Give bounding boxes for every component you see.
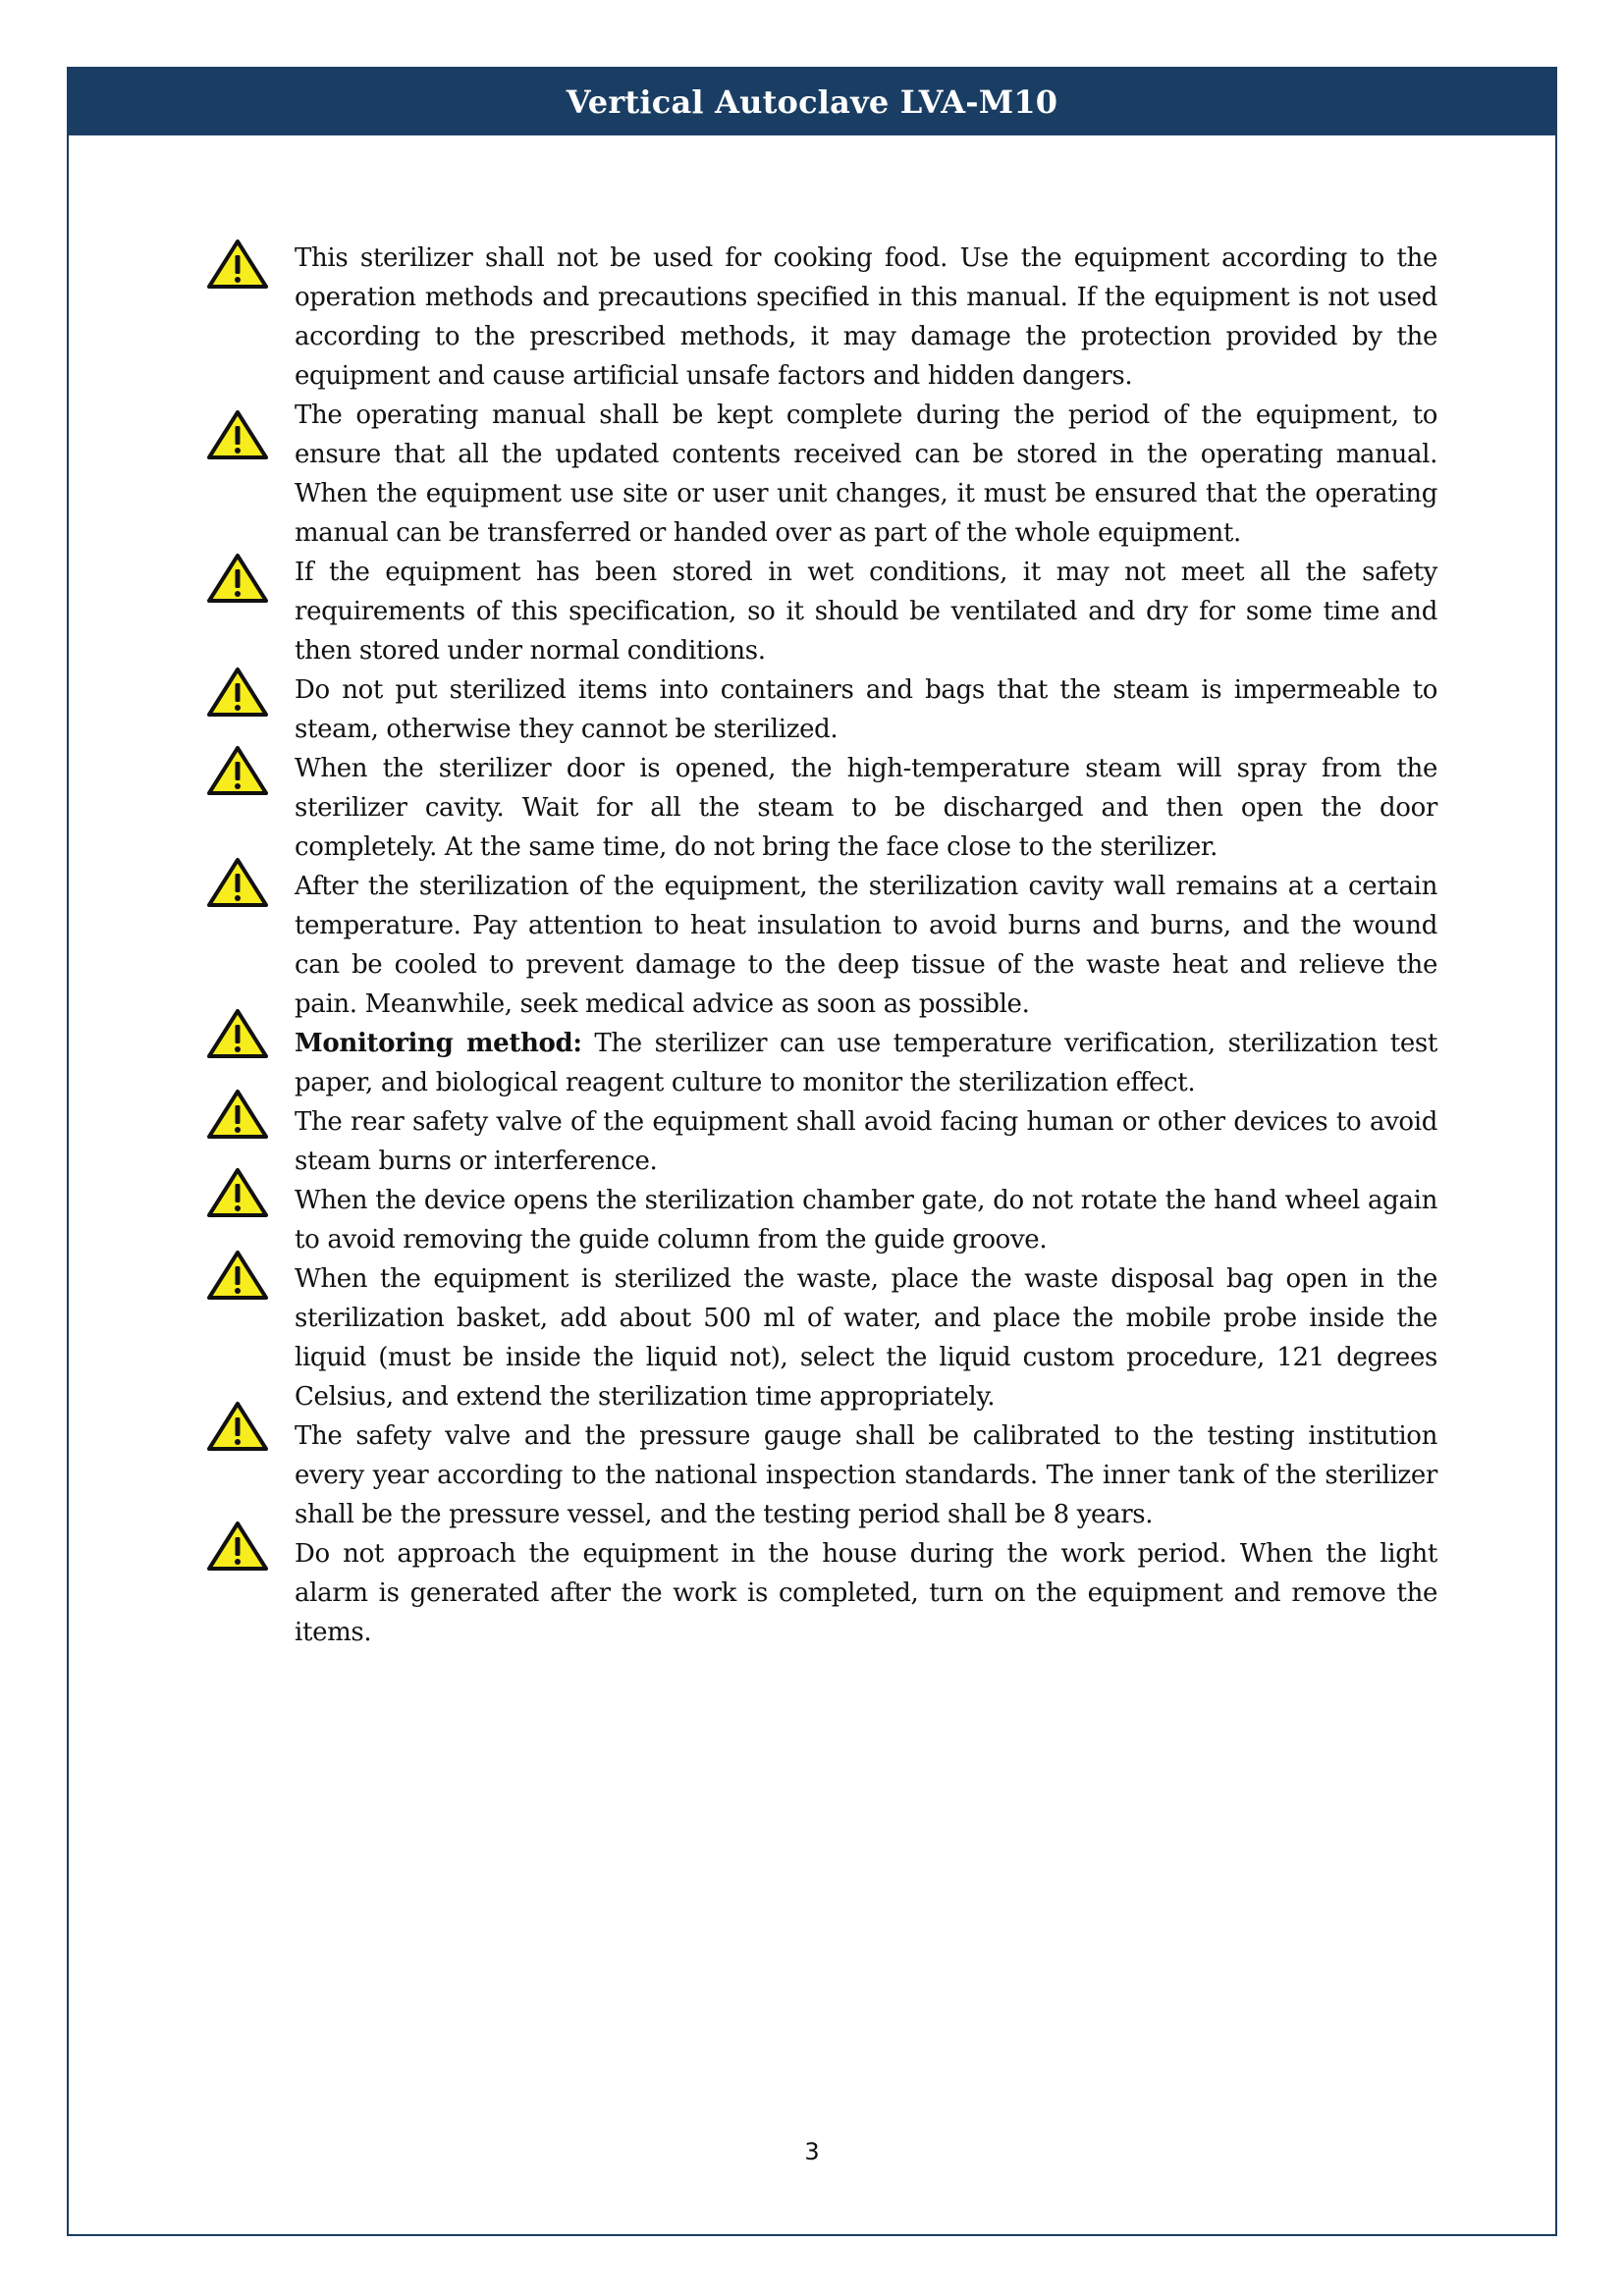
warning-item — [206, 1102, 1437, 1181]
warning-item — [206, 1534, 1437, 1652]
warning-text: This sterilizer shall not be used for cooking food. Use the equipment according to the operation methods and precautions specified in this manual. If the equipment is not used according to the prescribed methods, it may damage the protection provided by the equipment and cause artificial unsafe factors and hidden dangers. — [295, 243, 1437, 391]
warning-text: After the sterilization of the equipment, the sterilization cavity wall remains at a certain temperature. Pay attention to heat insulation to avoid burns and burns, and the wound can be cooled to prevent damage to the deep tissue of the waste heat and relieve the pain. Meanwhile, seek medical advice as soon as possible. — [295, 872, 1437, 1019]
warning-triangle-icon — [206, 1521, 269, 1572]
warnings-list — [206, 239, 1437, 1652]
warning-triangle-icon — [206, 745, 269, 796]
document-title: Vertical Autoclave LVA-M10 — [566, 83, 1058, 121]
warning-text: Do not put sterilized items into containers and bags that the steam is impermeable to steam, otherwise they cannot be sterilized. — [295, 675, 1437, 744]
warning-triangle-icon — [206, 667, 269, 718]
warning-triangle-icon — [206, 1008, 269, 1059]
warning-item — [206, 867, 1437, 1024]
warning-triangle-icon — [206, 857, 269, 908]
warning-text: The rear safety valve of the equipment shall avoid facing human or other devices to avoid steam burns or interference. — [295, 1107, 1437, 1176]
warning-text: The safety valve and the pressure gauge shall be calibrated to the testing institution every year according to the national inspection standards. The inner tank of the sterilizer shall be the pressure vessel, and the testing period shall be 8 years. — [295, 1421, 1437, 1529]
warning-triangle-icon — [206, 553, 269, 604]
warning-text: When the sterilizer door is opened, the high-temperature steam will spray from the sterilizer cavity. Wait for all the steam to be discharged and then open the door completely. At the same time, do not bring the face close to the sterilizer. — [295, 754, 1437, 862]
warning-item — [206, 1181, 1437, 1259]
warning-item — [206, 1024, 1437, 1102]
warning-item — [206, 749, 1437, 867]
warning-text: Do not approach the equipment in the house during the work period. When the light alarm is generated after the work is completed, turn on the equipment and remove the items. — [295, 1539, 1437, 1647]
warning-item — [206, 396, 1437, 553]
warning-item — [206, 670, 1437, 749]
warning-item — [206, 1259, 1437, 1416]
warning-item — [206, 239, 1437, 396]
header-bar — [69, 69, 1555, 135]
page-number: 3 — [804, 2138, 820, 2165]
warning-triangle-icon — [206, 239, 269, 290]
warning-triangle-icon — [206, 1401, 269, 1452]
warning-text: When the equipment is sterilized the waste, place the waste disposal bag open in the sterilization basket, add about 500 ml of water, and place the mobile probe inside the liquid (must be inside the liquid not), select the liquid custom procedure, 121 degrees Celsius, and extend the sterilization time appropriately. — [295, 1264, 1437, 1412]
warning-item — [206, 1416, 1437, 1534]
warning-text: When the device opens the sterilization chamber gate, do not rotate the hand wheel again to avoid removing the guide column from the guide groove. — [295, 1186, 1437, 1255]
warning-text — [295, 1024, 1437, 1102]
warning-text: The operating manual shall be kept complete during the period of the equipment, to ensure that all the updated contents received can be stored in the operating manual. When the equipment use site or user unit changes, it must be ensured that the operating manual can be transferred or handed over as part of the whole equipment. — [295, 400, 1437, 548]
warning-triangle-icon — [206, 1250, 269, 1301]
warning-item — [206, 553, 1437, 670]
warning-triangle-icon — [206, 1089, 269, 1140]
warning-triangle-icon — [206, 409, 269, 460]
warning-text: If the equipment has been stored in wet conditions, it may not meet all the safety requirements of this specification, so it should be ventilated and dry for some time and then stored under normal conditions. — [295, 558, 1437, 666]
warning-body: The sterilizer can use temperature verification, sterilization test paper, and biological reagent culture to monitor the sterilization effect. — [295, 1029, 1437, 1097]
warning-lead: Monitoring method: — [295, 1029, 582, 1058]
warning-triangle-icon — [206, 1167, 269, 1218]
